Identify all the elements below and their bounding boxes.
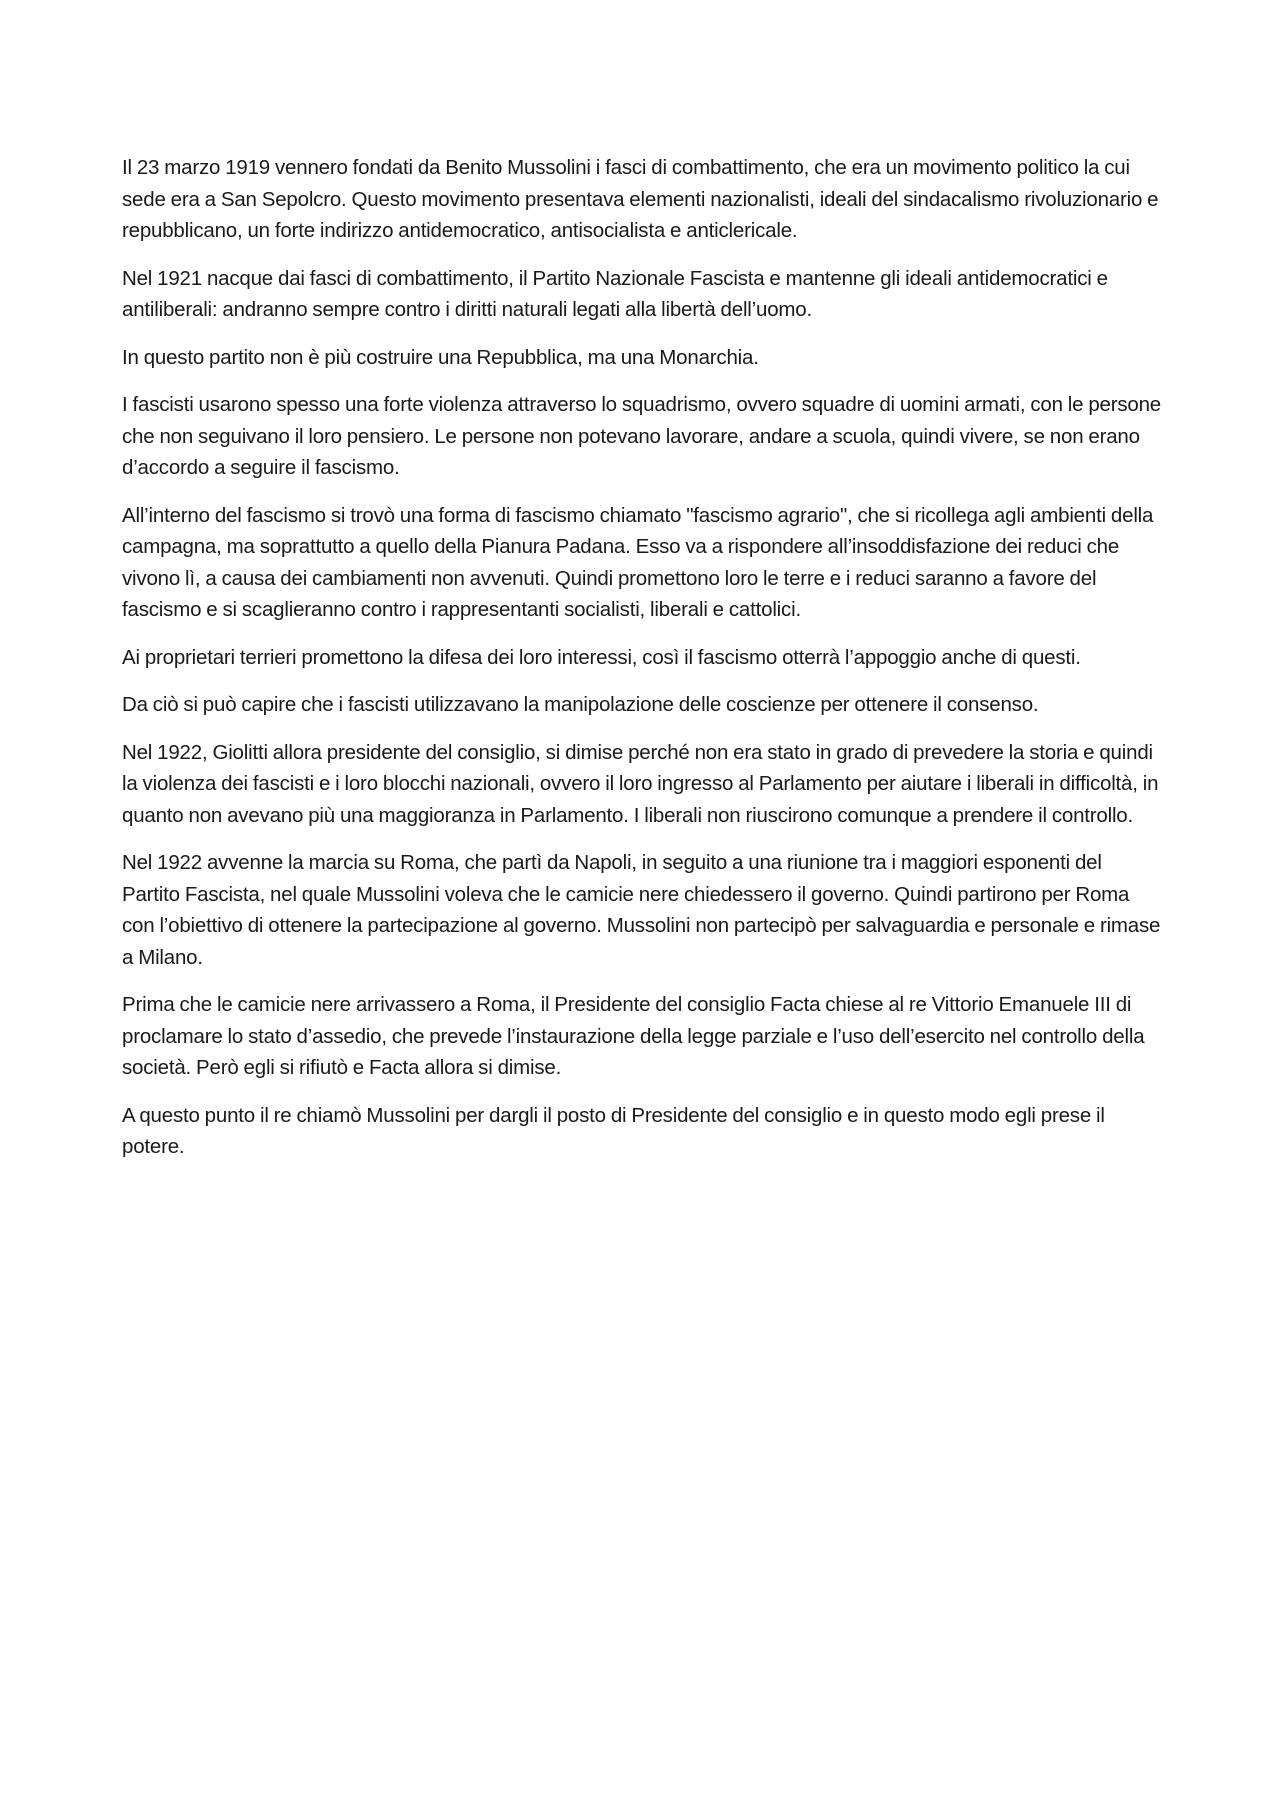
paragraph-4: I fascisti usarono spesso una forte violenza attraverso lo squadrismo, ovvero squadre di uomini armati, con le persone che non seguivano il loro pensiero. Le persone non potevano lavorare, andare a scuola, quindi vivere, se non erano d’accordo a seguire il fascismo. xyxy=(122,393,1162,479)
paragraph-5: All’interno del fascismo si trovò una forma di fascismo chiamato "fascismo agrario", che si ricollega agli ambienti della campagna, ma soprattutto a quello della Pianura Padana. Esso va a rispondere all’insoddisfazione dei reduci che vivono lì, a causa dei cambiamenti non avvenuti. Quindi promettono loro le terre e i reduci saranno a favore del fascismo e si scaglieranno contro i rappresentanti socialisti, liberali e cattolici. xyxy=(122,503,1154,621)
paragraph-7: Da ciò si può capire che i fascisti utilizzavano la manipolazione delle coscienze per ottenere il consenso. xyxy=(122,693,1039,716)
paragraph-2: Nel 1921 nacque dai fasci di combattimento, il Partito Nazionale Fascista e mantenne gli ideali antidemocratici e antiliberali: andranno sempre contro i diritti naturali legati alla libertà dell’uomo. xyxy=(122,266,1108,321)
paragraph-1: Il 23 marzo 1919 vennero fondati da Benito Mussolini i fasci di combattimento, che era un movimento politico la cui sede era a San Sepolcro. Questo movimento presentava elementi nazionalisti, ideali del sindacalismo rivoluzionario e repubblicano, un forte indirizzo antidemocratico, antisocialista e anticlericale. xyxy=(122,156,1159,242)
paragraph-9: Nel 1922 avvenne la marcia su Roma, che partì da Napoli, in seguito a una riunione tra i maggiori esponenti del Partito Fascista, nel quale Mussolini voleva che le camicie nere chiedessero il governo. Quindi partirono per Roma con l’obiettivo di ottenere la partecipazione al governo. Mussolini non partecipò per salvaguardia e personale e rimase a Milano. xyxy=(122,851,1161,969)
document-body xyxy=(122,152,1162,1179)
paragraph-6: Ai proprietari terrieri promettono la difesa dei loro interessi, così il fascismo otterrà l’appoggio anche di questi. xyxy=(122,645,1081,669)
paragraph-8: Nel 1922, Giolitti allora presidente del consiglio, si dimise perché non era stato in grado di prevedere la storia e quindi la violenza dei fascisti e i loro blocchi nazionali, ovvero il loro ingresso al Parlamento per aiutare i liberali in difficoltà, in quanto non avevano più una maggioranza in Parlamento. I liberali non riuscirono comunque a prendere il controllo. xyxy=(122,740,1159,827)
paragraph-10: Prima che le camicie nere arrivassero a Roma, il Presidente del consiglio Facta chiese al re Vittorio Emanuele III di proclamare lo stato d’assedio, che prevede l’instaurazione della legge parziale e l’uso dell’esercito nel controllo della società. Però egli si rifiutò e Facta allora si dimise. xyxy=(122,993,1145,1079)
paragraph-3: In questo partito non è più costruire una Repubblica, ma una Monarchia. xyxy=(122,345,759,369)
paragraph-11: A questo punto il re chiamò Mussolini per dargli il posto di Presidente del consiglio e in questo modo egli prese il potere. xyxy=(122,1103,1105,1158)
